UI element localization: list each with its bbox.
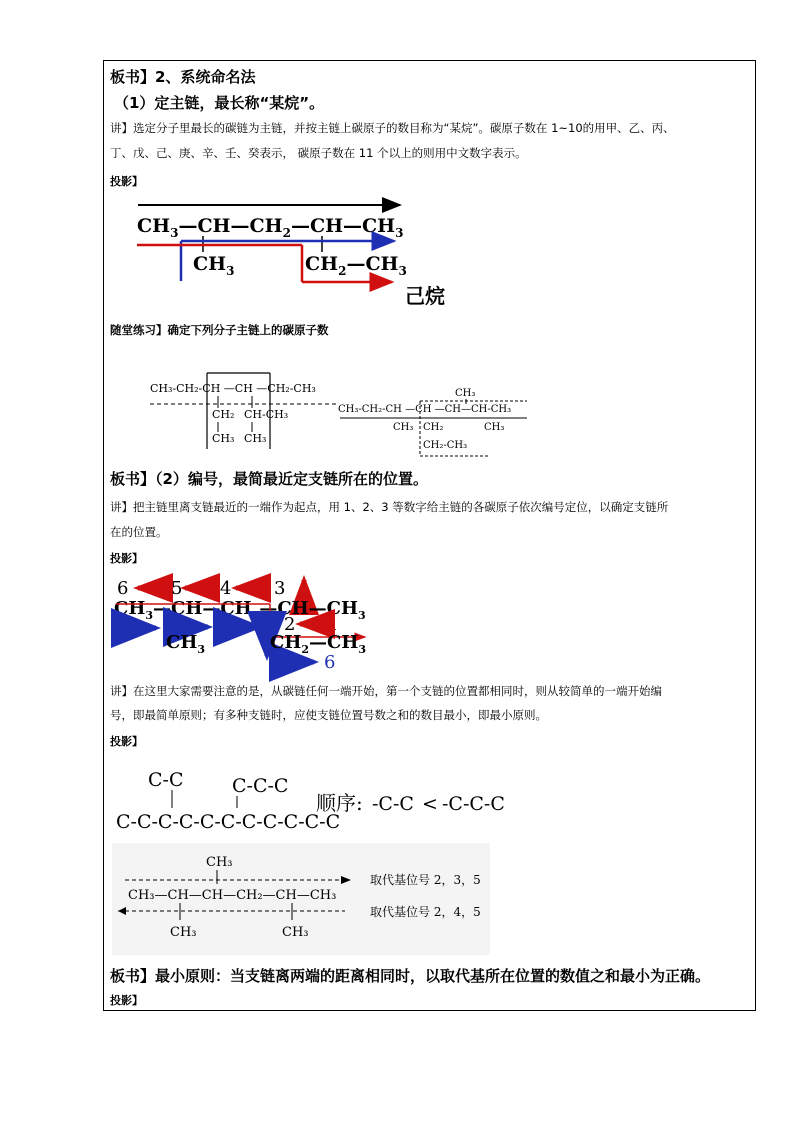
fig3-bnum-r1: 1 xyxy=(327,614,339,635)
fig4-order-a: -C-C xyxy=(372,793,414,815)
f1-t2: —CH—CH xyxy=(178,215,283,237)
fig2b-branch-1: CH₃ xyxy=(393,422,414,433)
fig2a-branch-1: CH₂ xyxy=(212,408,235,421)
fig3-num-4: 4 xyxy=(220,578,232,599)
fig2b-branch-3: CH₃ xyxy=(484,422,505,433)
hexane-label: 己烷 xyxy=(405,284,445,308)
lecture-2-line-2: 在的位置。 xyxy=(110,525,168,539)
fig1-branch-2: $CH_2—CH_3$ xyxy=(305,253,407,278)
fig2b-top: CH₃ xyxy=(455,388,476,399)
fig3-branch-2: $CH_2—CH_3$ xyxy=(270,632,366,656)
fig4-order-label: 顺序: xyxy=(316,791,363,815)
fig2a-branch-2: CH-CH₃ xyxy=(244,408,289,421)
projection-label-3: 投影】 xyxy=(110,735,143,748)
board-title-4: 板书】最小原则：当支链离两端的距离相同时，以取代基所在位置的数值之和最小为正确。 xyxy=(110,967,711,985)
fig2a-main: CH₃-CH₂-CH —CH —CH₂-CH₃ xyxy=(150,382,316,395)
fig3-lnum-5: 5 xyxy=(269,652,281,673)
fig5-main: CH₃—CH—CH—CH₂—CH—CH₃ xyxy=(128,888,337,903)
projection-label-1: 投影】 xyxy=(110,175,143,188)
fig5-label-2: 取代基位号 2，4，5 xyxy=(370,905,481,919)
fig4-branch-left: C-C xyxy=(148,769,184,791)
fig3-lnum-6: 6 xyxy=(324,652,336,673)
practice-label: 随堂练习】确定下列分子主链上的碳原子数 xyxy=(110,323,329,337)
fig1-main-chain xyxy=(137,215,403,240)
fig3-bnum-4: 4 xyxy=(262,614,274,635)
lecture-3-line-1: 讲】在这里大家需要注意的是，从碳链任何一端开始，第一个支链的位置都相同时，则从较简单的一端开始编 xyxy=(110,684,662,698)
fig2b-branch-4: CH₂-CH₃ xyxy=(423,440,468,451)
fig1-branch-1: $CH_3$ xyxy=(193,253,235,278)
subheading-1: （1）定主链，最长称“某烷”。 xyxy=(114,94,325,112)
lecture-1-line-1: 讲】选定分子里最长的碳链为主链，并按主链上碳原子的数目称为“某烷”。碳原子数在 1~10的用甲、乙、丙、 xyxy=(110,121,675,135)
fig3-num-6: 6 xyxy=(117,578,129,599)
fig5-branch-1: CH₃ xyxy=(170,925,197,940)
fig2b-branch-2: CH₂ xyxy=(423,422,444,433)
fig3-branch-1: $CH_3$ xyxy=(166,632,205,656)
f1-t3: 2 xyxy=(282,226,291,240)
lecture-1-line-2: 丁、戊、己、庚、辛、壬、癸表示， 碳原子数在 11 个以上的则用中文数字表示。 xyxy=(110,146,527,160)
f1-t5: 3 xyxy=(395,226,404,240)
fig2b-main: CH₃-CH₂-CH —CH —CH—CH-CH₃ xyxy=(338,404,512,415)
fig3-bnum-3: 3 xyxy=(216,614,228,635)
fig4-branch-right: C-C-C xyxy=(232,775,289,797)
fig3-bnum-2: 2 xyxy=(162,614,174,635)
board-title-2: 板书】（2）编号，最简最近定支链所在的位置。 xyxy=(110,470,428,488)
lecture-3-line-2: 号，即最简单原则；有多种支链时，应使支链位置号数之和的数目最小，即最小原则。 xyxy=(110,708,547,722)
board-title-1: 板书】2、系统命名法 xyxy=(110,68,256,86)
fig5-top: CH₃ xyxy=(206,855,233,870)
projection-label-4: 投影】 xyxy=(110,994,143,1007)
fig4-lt: < xyxy=(422,793,438,815)
fig5-label-1: 取代基位号 2，3，5 xyxy=(370,873,481,887)
fig3-bnum-r2: 2 xyxy=(284,614,296,635)
fig2a-branch-4: CH₃ xyxy=(244,432,267,445)
projection-label-2: 投影】 xyxy=(110,552,143,565)
fig4-chain: C-C-C-C-C-C-C-C-C-C-C xyxy=(116,811,341,833)
fig3-num-3: 3 xyxy=(274,578,286,599)
fig5-branch-2: CH₃ xyxy=(282,925,309,940)
lecture-2-line-1: 讲】把主链里离支链最近的一端作为起点，用 1、2、3 等数字给主链的各碳原子依次编号定位，以确定支链所 xyxy=(110,500,669,514)
fig2a-branch-3: CH₃ xyxy=(212,432,235,445)
f1-t1: 3 xyxy=(170,226,179,240)
fig3-num-5: 5 xyxy=(171,578,183,599)
fig3-main-chain: $CH_3—CH—CH_2—CH—CH_3$ xyxy=(114,598,366,622)
f1-t4: —CH—CH xyxy=(290,215,396,237)
fig3-bnum-1: 1 xyxy=(116,618,128,639)
fig4-order-b: -C-C-C xyxy=(442,793,505,815)
f1-t0: CH xyxy=(137,215,171,237)
